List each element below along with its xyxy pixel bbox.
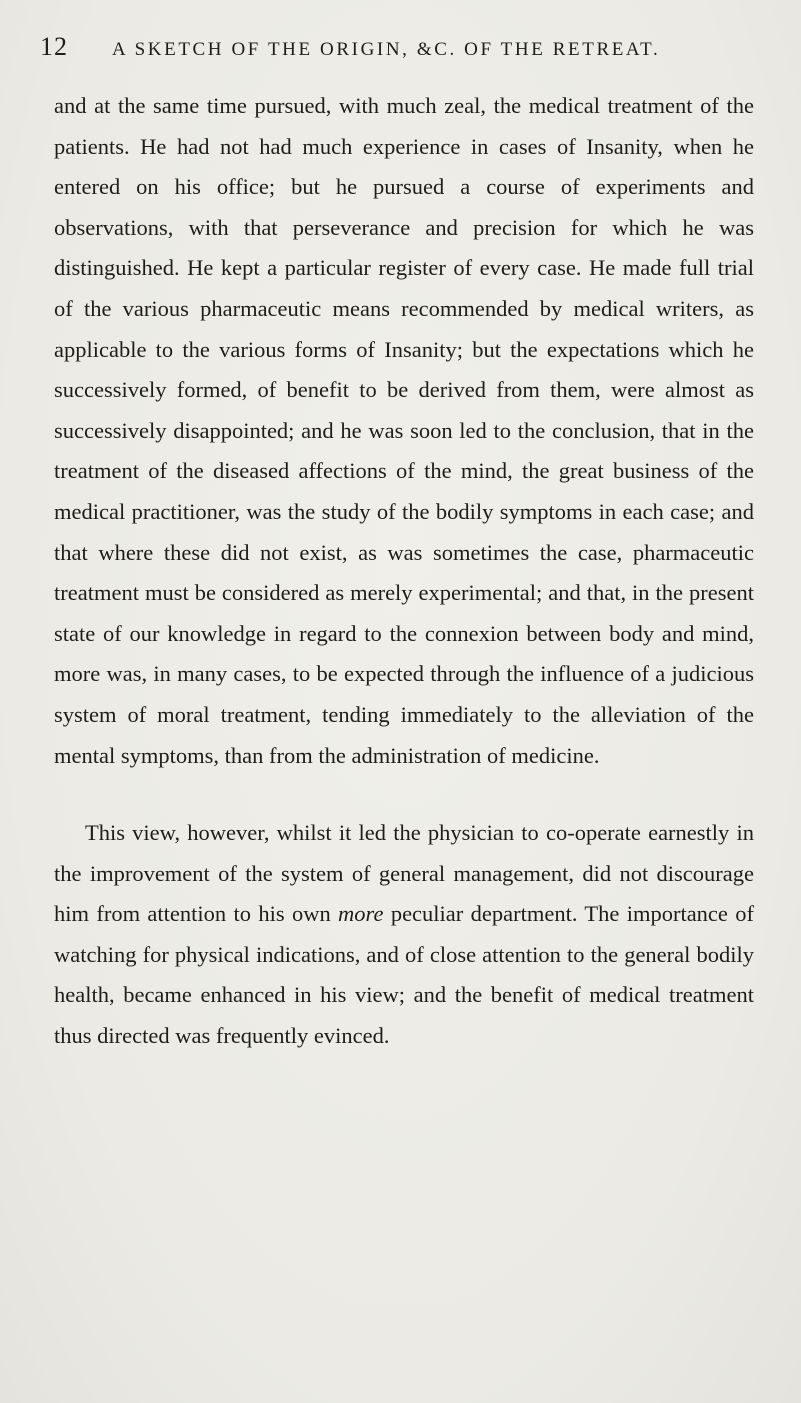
running-head bbox=[40, 24, 760, 64]
paragraph-2-text-a: This view, however, whilst it led the physician to co-operate earnestly in the improvement of the system of general management, did not discourage him from attention to his own bbox=[54, 820, 754, 927]
running-title: A SKETCH OF THE ORIGIN, &C. OF THE RETREAT. bbox=[112, 39, 661, 60]
paragraph-gap bbox=[54, 776, 754, 813]
italic-word: more bbox=[338, 901, 384, 927]
paragraph-1: and at the same time pursued, with much zeal, the medical treatment of the patients. He had not had much experience in cases of Insanity, when he entered on his office; but he pursued a course of experiments and observations, with that perseverance and precision for which he was distinguished. He kept a particular register of every case. He made full trial of the various pharmaceutic means recommended by medical writers, as applicable to the various forms of Insanity; but the expectations which he successively formed, of benefit to be derived from them, were almost as successively disappointed; and he was soon led to the conclusion, that in the treatment of the diseased affections of the mind, the great business of the medical practitioner, was the study of the bodily symptoms in each case; and that where these did not exist, as was sometimes the case, pharmaceutic treatment must be considered as merely experimental; and that, in the present state of our knowledge in regard to the connexion between body and mind, more was, in many cases, to be expected through the influence of a judicious system of moral treatment, tending immediately to the alleviation of the mental symptoms, than from the administration of medicine. bbox=[54, 93, 754, 768]
paragraph-2 bbox=[54, 813, 754, 1057]
page-number: 12 bbox=[40, 32, 68, 61]
paragraph-2-text-b: peculiar department. The importance of watching for physical indications, and of close attention to the general bodily health, became enhanced in his view; and the benefit of medical treatment thus directed was frequently evinced. bbox=[54, 901, 754, 1049]
body-text bbox=[54, 86, 754, 1057]
